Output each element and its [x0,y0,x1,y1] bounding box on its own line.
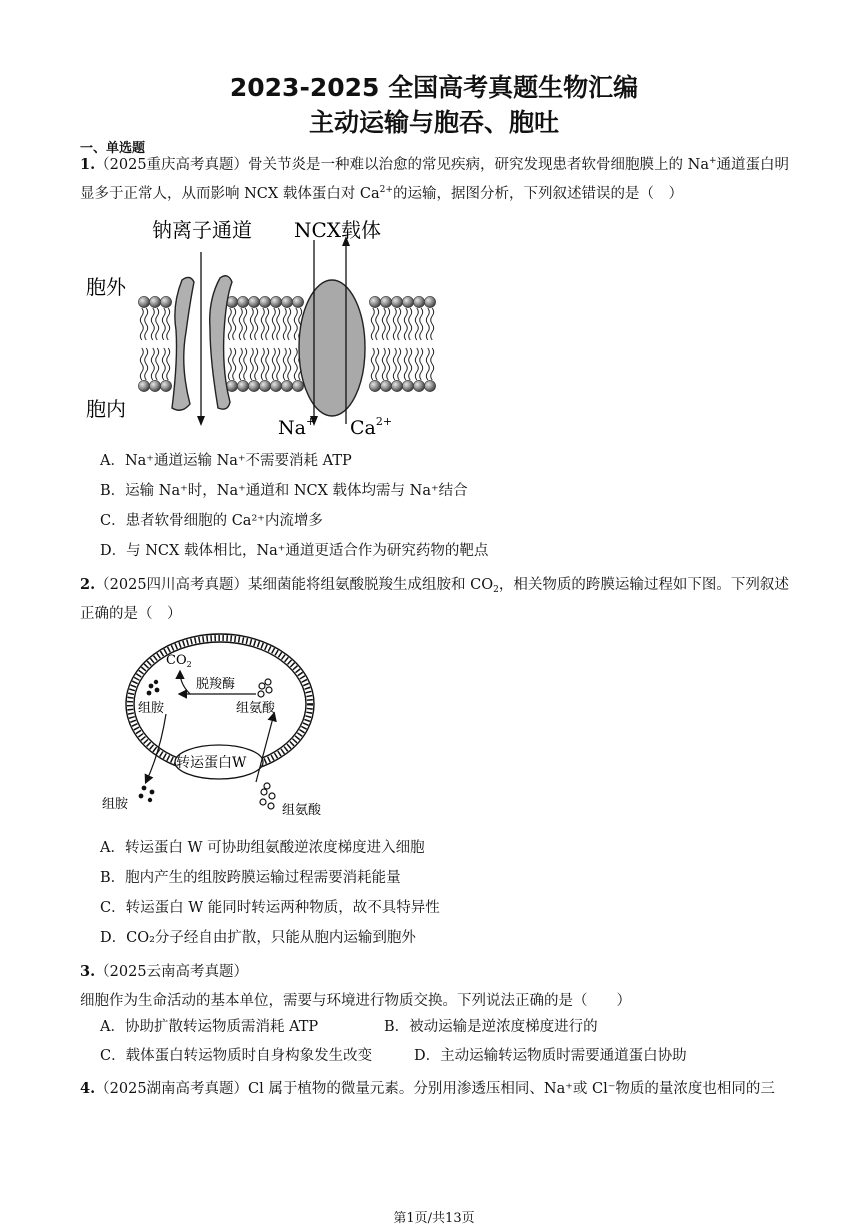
label-intracellular: 胞内 [86,397,126,421]
question-number: 4. [80,1080,96,1097]
stem-text: 细胞作为生命活动的基本单位，需要与环境进行物质交换。下列说法正确的是（ ） [80,993,631,1009]
question-number: 3. [80,963,96,980]
phospholipid-tail [283,348,286,380]
phospholipid-tail [239,348,242,380]
label-ca: $Ca^{2+}$ [350,415,393,439]
question-1-stem [80,150,792,209]
document-title: 2023-2025 全国高考真题生物汇编 [229,73,639,102]
label-ncx: NCX载体 [294,218,382,242]
phospholipid-tail [294,348,297,380]
label-histidine-inner: 组氨酸 [236,701,276,716]
phospholipid-tail [167,308,170,340]
phospholipid-head [281,380,292,391]
question-number: 1. [80,156,96,173]
q1-option-a[interactable]: A．Na⁺通道运输 Na⁺不需要消耗 ATP [100,453,352,469]
phospholipid-tail [228,308,231,340]
phospholipid-head [259,380,270,391]
phospholipid-tail [250,308,253,340]
na-channel-arrow [197,416,205,426]
label-channel: 钠离子通道 [152,218,252,242]
question-4-stem [80,1074,800,1104]
phospholipid-head [413,296,424,307]
question-source: （2025云南高考真题） [95,964,249,980]
q3-option-c[interactable]: C．载体蛋白转运物质时自身构象发生改变 [100,1048,373,1064]
phospholipid-tail [398,348,401,380]
phospholipid-tail [398,308,401,340]
sup: 2+ [379,185,393,195]
phospholipid-tail [162,348,165,380]
phospholipid-head [391,380,402,391]
phospholipid-head [237,380,248,391]
phospholipid-head [292,380,303,391]
phospholipid-head [281,296,292,307]
label-enzyme: 脱羧酶 [196,677,236,692]
question-source: （2025重庆高考真题） [95,157,249,173]
phospholipid-tail [371,348,374,380]
phospholipid-tail [145,348,148,380]
phospholipid-tail [156,308,159,340]
phospholipid-head [259,296,270,307]
phospholipid-tail [426,308,429,340]
q3-option-a[interactable]: A．协助扩散转运物质需消耗 ATP [100,1019,319,1035]
q3-option-b[interactable]: B．被动运输是逆浓度梯度进行的 [384,1019,598,1035]
phospholipid-tail [228,348,231,380]
phospholipid-head [160,380,171,391]
phospholipid-tail [431,308,434,340]
label-histamine-outer: 组胺 [102,797,129,812]
phospholipid-tail [431,348,434,380]
phospholipid-head [391,296,402,307]
phospholipid-tail [283,308,286,340]
phospholipid-tail [266,308,269,340]
q1-option-d[interactable]: D．与 NCX 载体相比，Na⁺通道更适合作为研究药物的靶点 [100,543,489,559]
phospholipid-tail [420,348,423,380]
phospholipid-head [413,380,424,391]
channel-left-half [172,277,194,410]
histamine-inner-dots [147,680,160,696]
phospholipid-head [237,296,248,307]
label-na: Na+ [278,415,316,439]
phospholipid-tail [244,348,247,380]
phospholipid-tail [233,308,236,340]
phospholipid-tail [409,348,412,380]
page-footer: 第1页/共13页 [393,1211,475,1226]
phospholipid-head [424,380,435,391]
phospholipid-tail [387,348,390,380]
ncx-carrier [299,280,365,416]
label-extracellular: 胞外 [86,275,126,299]
phospholipid-tail [426,348,429,380]
q3-option-d[interactable]: D．主动运输转运物质时需要通道蛋白协助 [414,1048,687,1064]
histidine-outer-dots [260,783,275,809]
sub: 2 [493,585,499,595]
phospholipid-head [369,296,380,307]
phospholipid-tail [140,308,143,340]
membrane-diagram [80,210,440,442]
bacterium-diagram [96,632,356,827]
phospholipid-tail [371,308,374,340]
phospholipid-head [380,296,391,307]
phospholipid-tail [387,308,390,340]
phospholipid-head [149,380,160,391]
phospholipid-tail [255,308,258,340]
phospholipid-tail [420,308,423,340]
phospholipid-tail [415,348,418,380]
phospholipid-head [149,296,160,307]
stem-text: Cl 属于植物的微量元素。分别用渗透压相同、Na⁺或 Cl⁻物质的量浓度也相同的三 [248,1081,775,1097]
phospholipid-head [424,296,435,307]
phospholipid-tail [167,348,170,380]
label-histamine-inner: 组胺 [138,701,165,716]
question-source: （2025四川高考真题） [95,577,249,593]
phospholipid-tail [244,308,247,340]
phospholipid-tail [145,308,148,340]
phospholipid-tail [404,308,407,340]
phospholipid-head [270,380,281,391]
section-label: 一、单选题 [80,141,146,156]
phospholipid-tail [272,348,275,380]
phospholipid-tail [415,308,418,340]
phospholipid-tail [404,348,407,380]
stem-text: 骨关节炎是一种难以治愈的常见疾病，研究发现患者软骨细胞膜上的 Na [248,157,709,173]
phospholipid-tail [239,308,242,340]
phospholipid-head [380,380,391,391]
question-source: （2025湖南高考真题） [95,1081,249,1097]
histamine-outer-dots [139,786,155,803]
phospholipid-tail [409,308,412,340]
q2-option-b[interactable]: B．胞内产生的组胺跨膜运输过程需要消耗能量 [100,870,401,886]
q2-option-c[interactable]: C．转运蛋白 W 能同时转运两种物质，故不具特异性 [100,900,440,916]
phospholipid-tail [277,348,280,380]
phospholipid-head [402,380,413,391]
phospholipid-tail [140,348,143,380]
q1-option-b[interactable]: B．运输 Na⁺时，Na⁺通道和 NCX 载体均需与 Na⁺结合 [100,483,468,499]
phospholipid-tail [162,308,165,340]
question-2-stem [80,570,792,629]
phospholipid-tail [156,348,159,380]
label-histidine-outer: 组氨酸 [282,803,322,818]
phospholipid-tail [288,308,291,340]
phospholipid-tail [266,348,269,380]
phospholipid-tail [151,308,154,340]
phospholipid-head [369,380,380,391]
phospholipid-tail [233,348,236,380]
stem-text: 某细菌能将组氨酸脱羧生成组胺和 CO [248,577,494,593]
phospholipid-head [402,296,413,307]
phospholipid-tail [261,348,264,380]
q2-option-d[interactable]: D．CO₂分子经自由扩散，只能从胞内运输到胞外 [100,930,416,946]
phospholipid-tail [294,308,297,340]
phospholipid-tail [255,348,258,380]
document-subtitle: 主动运输与胞吞、胞吐 [308,108,559,137]
phospholipid-head [226,380,237,391]
phospholipid-tail [382,308,385,340]
phospholipid-head [270,296,281,307]
phospholipid-tail [376,348,379,380]
question-number: 2. [80,576,96,593]
phospholipid-tail [288,348,291,380]
phospholipid-tail [261,308,264,340]
phospholipid-head [292,296,303,307]
phospholipid-tail [250,348,253,380]
phospholipid-tail [376,308,379,340]
phospholipid-tail [393,348,396,380]
phospholipid-tail [393,308,396,340]
label-transporter: 转运蛋白W [176,755,247,771]
stem-text: 的运输，据图分析，下列叙述错误的是（ ） [392,186,683,202]
label-co2: $CO_2$ [166,653,192,669]
q2-option-a[interactable]: A．转运蛋白 W 可协助组氨酸逆浓度梯度进入细胞 [100,840,425,856]
phospholipid-head [138,296,149,307]
q1-option-c[interactable]: C．患者软骨细胞的 Ca²⁺内流增多 [100,513,323,529]
phospholipid-tail [382,348,385,380]
phospholipid-head [138,380,149,391]
phospholipid-head [248,380,259,391]
phospholipid-head [160,296,171,307]
histidine-inner-dots [258,679,272,697]
stem-text: ，相关物质的跨膜运输过程如下图。下列叙述正确的是（ ） [80,577,789,622]
stem-text: 通道蛋白明显多于正常人，从而影响 NCX 载体蛋白对 Ca [80,157,790,202]
phospholipid-tail [151,348,154,380]
sup: + [709,156,717,166]
phospholipid-tail [277,308,280,340]
phospholipid-tail [272,308,275,340]
phospholipid-head [248,296,259,307]
question-3-stem [80,957,792,1016]
